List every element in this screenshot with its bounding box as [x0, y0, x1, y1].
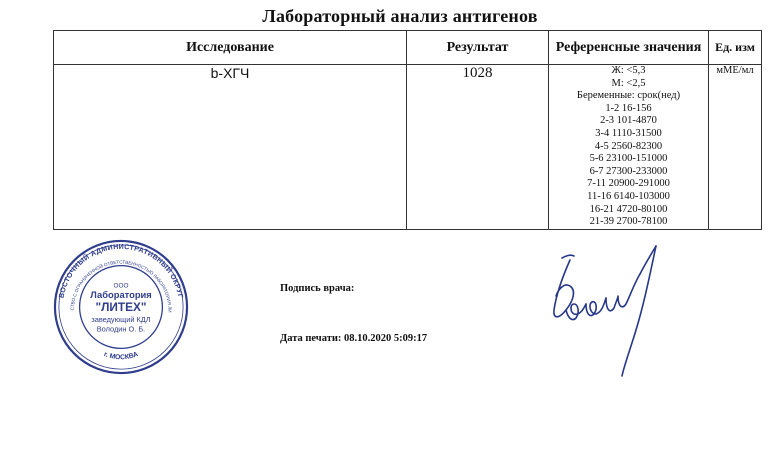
header-unit: Ед. изм	[709, 31, 762, 65]
laboratory-stamp	[52, 238, 190, 376]
table-header-row	[54, 31, 762, 65]
reference-line: 4-5 2560-82300	[594, 140, 663, 152]
cell-study: b-ХГЧ	[54, 65, 407, 230]
print-date: Дата печати: 08.10.2020 5:09:17	[280, 333, 428, 344]
stamp-center-line: ООО	[113, 282, 129, 290]
cell-reference	[549, 65, 709, 230]
header-result: Результат	[407, 31, 549, 65]
cell-unit: мМЕ/мл	[709, 65, 762, 230]
reference-line: 16-21 4720-80100	[589, 203, 668, 215]
stamp-bottom-text: г. МОСКВА	[102, 351, 140, 362]
reference-line: 5-6 23100-151000	[589, 153, 668, 165]
reference-line: 3-4 1110-31500	[595, 127, 662, 139]
stamp-outer-text: ВОСТОЧНЫЙ АДМИНИСТРАТИВНЫЙ ОКРУГ	[57, 242, 185, 299]
cell-result: 1028	[407, 65, 549, 230]
signature-label: Подпись врача:	[280, 283, 355, 294]
reference-line: 11-16 6140-103000	[587, 190, 670, 202]
reference-line: Беременные: срок(нед)	[576, 90, 681, 102]
doctor-signature	[540, 238, 675, 383]
stamp-center-line: "ЛИТЕХ"	[95, 299, 147, 314]
stamp-center-line: заведующий КДЛ	[91, 314, 151, 324]
header-study: Исследование	[54, 31, 407, 65]
reference-line: 2-3 101-4870	[600, 115, 657, 127]
header-reference: Референсные значения	[549, 31, 709, 65]
reference-line: 21-39 2700-78100	[589, 216, 668, 228]
document-title: Лабораторный анализ антигенов	[262, 6, 538, 26]
svg-text:г. МОСКВА	[103, 351, 139, 361]
reference-line: 6-7 27300-233000	[589, 165, 668, 177]
results-table	[53, 30, 762, 230]
stamp-inner-text: СТВО С ОГРАНИЧЕННОЙ ОТВЕТСТВЕННОСТЬЮ ЛАБОРАТОРИЯ ЛИ	[69, 259, 173, 313]
stamp-center-line: Лаборатория	[90, 290, 152, 301]
table-row	[54, 65, 762, 230]
reference-line: М: <2,5	[611, 77, 646, 89]
reference-line: 1-2 16-156	[605, 102, 652, 114]
stamp-center-line: Володин О. Б.	[96, 324, 146, 334]
reference-line: Ж: <5,3	[611, 65, 646, 76]
reference-line: 7-11 20900-291000	[587, 178, 670, 190]
